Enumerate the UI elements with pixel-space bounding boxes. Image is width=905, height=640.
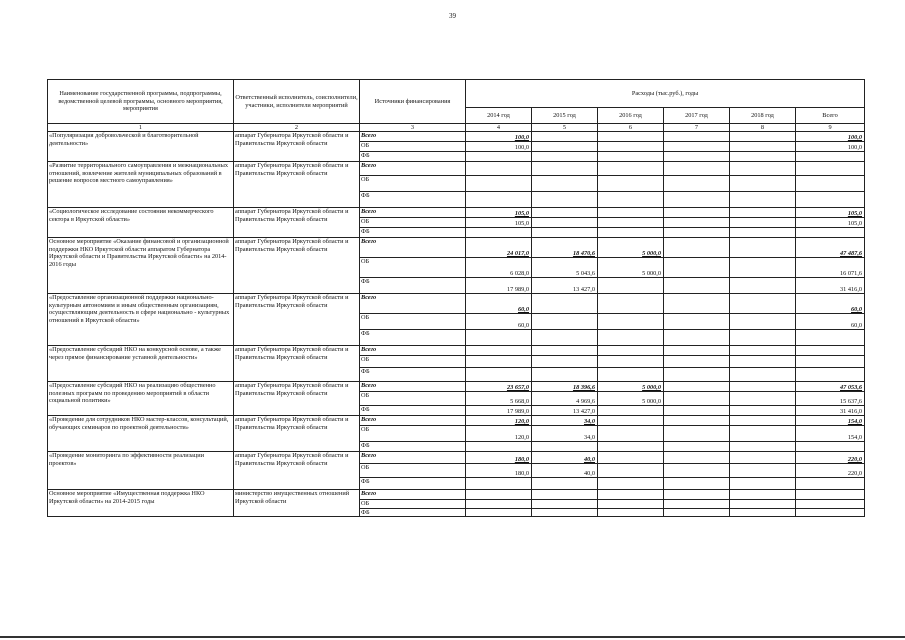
amount-cell <box>730 176 796 192</box>
amount-cell <box>598 464 664 478</box>
table-row <box>48 346 865 356</box>
amount-cell <box>796 508 865 516</box>
amount-cell: 5 000,0 <box>598 258 664 278</box>
amount-cell <box>598 330 664 346</box>
amount-cell <box>598 346 664 356</box>
header-program-name: Наименование государственной программы, подпрограммы, ведомственной целевой программы, основного мероприятия, мероприятия <box>48 80 234 124</box>
amount-cell <box>730 382 796 392</box>
amount-cell <box>730 258 796 278</box>
program-name-cell: «Развитие территориального самоуправления и межнациональных отношений, вовлечение жителей муниципальных образований в решение вопросов местного самоуправления» <box>48 162 234 208</box>
amount-cell <box>796 346 865 356</box>
amount-cell <box>796 162 865 176</box>
amount-cell <box>730 192 796 208</box>
column-number: 6 <box>598 124 664 132</box>
amount-cell <box>796 192 865 208</box>
executor-cell: аппарат Губернатора Иркутской области и Правительства Иркутской области <box>234 238 360 294</box>
header-sources: Источники финансирования <box>360 80 466 124</box>
executor-cell: аппарат Губернатора Иркутской области и Правительства Иркутской области <box>234 132 360 162</box>
amount-cell: 100,0 <box>796 142 865 152</box>
source-cell: Всего <box>360 490 466 500</box>
amount-cell <box>598 228 664 238</box>
table-row <box>48 238 865 258</box>
executor-cell: аппарат Губернатора Иркутской области и Правительства Иркутской области <box>234 382 360 416</box>
amount-cell: 47 053,6 <box>796 382 865 392</box>
header-executor: Ответственный исполнитель, соисполнители, участники, исполнители мероприятий <box>234 80 360 124</box>
amount-cell <box>664 330 730 346</box>
source-cell: ФБ <box>360 508 466 516</box>
source-cell: ФБ <box>360 478 466 490</box>
program-name-cell: «Проведение для сотрудников НКО мастер-классов, консультаций, обучающих семинаров по проектной деятельности» <box>48 416 234 452</box>
amount-cell <box>664 162 730 176</box>
amount-cell: 18 470,6 <box>532 238 598 258</box>
amount-cell <box>664 490 730 500</box>
amount-cell <box>466 152 532 162</box>
source-cell: Всего <box>360 238 466 258</box>
amount-cell <box>664 416 730 426</box>
amount-cell <box>466 442 532 452</box>
amount-cell <box>796 490 865 500</box>
source-cell: Всего <box>360 416 466 426</box>
amount-cell <box>598 452 664 464</box>
amount-cell <box>532 132 598 142</box>
amount-cell <box>598 142 664 152</box>
amount-cell: 5 000,0 <box>598 238 664 258</box>
amount-cell <box>598 192 664 208</box>
amount-cell <box>730 142 796 152</box>
amount-cell <box>730 500 796 508</box>
amount-cell <box>730 464 796 478</box>
amount-cell: 5 043,6 <box>532 258 598 278</box>
amount-cell <box>598 152 664 162</box>
amount-cell: 31 416,0 <box>796 406 865 416</box>
table-row <box>48 162 865 176</box>
amount-cell <box>730 162 796 176</box>
column-number: 4 <box>466 124 532 132</box>
amount-cell <box>598 508 664 516</box>
amount-cell <box>730 228 796 238</box>
source-cell: ОБ <box>360 142 466 152</box>
amount-cell <box>796 152 865 162</box>
amount-cell <box>664 500 730 508</box>
header-expenses: Расходы (тыс.руб.), годы <box>466 80 865 108</box>
column-number: 3 <box>360 124 466 132</box>
amount-cell: 34,0 <box>532 426 598 442</box>
table-row <box>48 490 865 500</box>
amount-cell: 105,0 <box>466 218 532 228</box>
amount-cell: 220,0 <box>796 452 865 464</box>
amount-cell: 4 969,6 <box>532 392 598 406</box>
amount-cell <box>664 478 730 490</box>
amount-cell <box>664 368 730 382</box>
column-numbers-row <box>48 124 865 132</box>
amount-cell <box>466 508 532 516</box>
program-name-cell: Основное мероприятие «Оказание финансовой и организационной поддержки НКО Иркутской области аппаратом Губернатора Иркутской области и Правительства Иркутской области» на 2014-2016 годы <box>48 238 234 294</box>
amount-cell <box>664 294 730 314</box>
amount-cell: 60,0 <box>466 314 532 330</box>
financing-table <box>47 79 865 517</box>
amount-cell <box>664 238 730 258</box>
amount-cell <box>466 228 532 238</box>
amount-cell <box>730 392 796 406</box>
program-name-cell: «Предоставление субсидий НКО на конкурсной основе, а также через прямое финансирование уставной деятельности» <box>48 346 234 382</box>
amount-cell: 100,0 <box>796 132 865 142</box>
amount-cell <box>730 208 796 218</box>
amount-cell: 15 637,6 <box>796 392 865 406</box>
amount-cell <box>664 176 730 192</box>
amount-cell <box>664 218 730 228</box>
amount-cell <box>730 416 796 426</box>
amount-cell: 47 487,6 <box>796 238 865 258</box>
source-cell: ФБ <box>360 406 466 416</box>
header-year: 2018 год <box>730 108 796 124</box>
amount-cell: 24 017,0 <box>466 238 532 258</box>
amount-cell <box>730 294 796 314</box>
amount-cell <box>664 406 730 416</box>
amount-cell <box>466 192 532 208</box>
amount-cell <box>730 406 796 416</box>
amount-cell <box>598 162 664 176</box>
header-year: 2016 год <box>598 108 664 124</box>
amount-cell <box>598 176 664 192</box>
amount-cell <box>796 500 865 508</box>
source-cell: ФБ <box>360 442 466 452</box>
column-number: 8 <box>730 124 796 132</box>
amount-cell <box>598 294 664 314</box>
amount-cell <box>532 490 598 500</box>
column-number: 9 <box>796 124 865 132</box>
amount-cell <box>664 152 730 162</box>
amount-cell <box>796 330 865 346</box>
amount-cell: 18 396,6 <box>532 382 598 392</box>
amount-cell <box>466 500 532 508</box>
source-cell: ОБ <box>360 356 466 368</box>
amount-cell <box>664 346 730 356</box>
amount-cell <box>466 162 532 176</box>
column-number: 2 <box>234 124 360 132</box>
table-row <box>48 382 865 392</box>
executor-cell: аппарат Губернатора Иркутской области и Правительства Иркутской области <box>234 416 360 452</box>
source-cell: ФБ <box>360 330 466 346</box>
amount-cell <box>664 452 730 464</box>
amount-cell <box>664 382 730 392</box>
amount-cell <box>532 500 598 508</box>
executor-cell: аппарат Губернатора Иркутской области и Правительства Иркутской области <box>234 162 360 208</box>
amount-cell <box>466 176 532 192</box>
amount-cell: 105,0 <box>796 218 865 228</box>
amount-cell <box>532 294 598 314</box>
amount-cell: 17 989,0 <box>466 278 532 294</box>
amount-cell <box>730 356 796 368</box>
amount-cell <box>532 442 598 452</box>
amount-cell: 17 989,0 <box>466 406 532 416</box>
source-cell: Всего <box>360 382 466 392</box>
amount-cell <box>796 228 865 238</box>
amount-cell <box>466 356 532 368</box>
amount-cell <box>796 176 865 192</box>
amount-cell <box>796 368 865 382</box>
amount-cell <box>664 426 730 442</box>
table-row <box>48 294 865 314</box>
source-cell: ОБ <box>360 426 466 442</box>
amount-cell: 5 000,0 <box>598 382 664 392</box>
amount-cell <box>796 356 865 368</box>
amount-cell <box>598 218 664 228</box>
executor-cell: аппарат Губернатора Иркутской области и Правительства Иркутской области <box>234 294 360 346</box>
amount-cell <box>598 426 664 442</box>
amount-cell <box>598 314 664 330</box>
amount-cell <box>598 368 664 382</box>
source-cell: ОБ <box>360 258 466 278</box>
amount-cell: 60,0 <box>796 314 865 330</box>
amount-cell: 120,0 <box>466 426 532 442</box>
program-name-cell: «Предоставление организационной поддержки национально-культурным автономиям и иным общественным организациям, осуществляющим деятельность в сфере национально - культурных отношений в Иркутской области» <box>48 294 234 346</box>
source-cell: Всего <box>360 294 466 314</box>
amount-cell <box>664 442 730 452</box>
amount-cell <box>664 392 730 406</box>
amount-cell: 13 427,0 <box>532 278 598 294</box>
executor-cell: аппарат Губернатора Иркутской области и Правительства Иркутской области <box>234 208 360 238</box>
source-cell: ФБ <box>360 278 466 294</box>
amount-cell <box>598 132 664 142</box>
amount-cell <box>730 478 796 490</box>
source-cell: ОБ <box>360 464 466 478</box>
source-cell: ФБ <box>360 368 466 382</box>
table-row <box>48 452 865 464</box>
amount-cell <box>532 356 598 368</box>
table-row <box>48 132 865 142</box>
amount-cell <box>532 330 598 346</box>
source-cell: Всего <box>360 452 466 464</box>
amount-cell <box>664 132 730 142</box>
amount-cell <box>730 490 796 500</box>
amount-cell <box>598 278 664 294</box>
source-cell: ОБ <box>360 176 466 192</box>
table-row <box>48 208 865 218</box>
source-cell: ФБ <box>360 152 466 162</box>
amount-cell <box>664 192 730 208</box>
amount-cell <box>730 314 796 330</box>
amount-cell <box>466 490 532 500</box>
page-edge-line <box>0 636 905 638</box>
amount-cell: 100,0 <box>466 142 532 152</box>
amount-cell <box>664 208 730 218</box>
amount-cell <box>532 368 598 382</box>
amount-cell <box>466 346 532 356</box>
amount-cell <box>730 452 796 464</box>
amount-cell <box>466 368 532 382</box>
amount-cell: 40,0 <box>532 464 598 478</box>
amount-cell <box>532 478 598 490</box>
program-name-cell: «Предоставление субсидий НКО на реализацию общественно полезных программ по проведению мероприятий в области социальной политики» <box>48 382 234 416</box>
amount-cell <box>532 346 598 356</box>
amount-cell <box>664 356 730 368</box>
column-number: 5 <box>532 124 598 132</box>
source-cell: ФБ <box>360 228 466 238</box>
program-name-cell: «Популяризация добровольческой и благотворительной деятельности» <box>48 132 234 162</box>
source-cell: ОБ <box>360 392 466 406</box>
amount-cell: 34,0 <box>532 416 598 426</box>
amount-cell: 100,0 <box>466 132 532 142</box>
amount-cell <box>730 132 796 142</box>
amount-cell: 13 427,0 <box>532 406 598 416</box>
amount-cell: 6 028,0 <box>466 258 532 278</box>
table-row <box>48 416 865 426</box>
amount-cell <box>532 176 598 192</box>
amount-cell: 31 416,0 <box>796 278 865 294</box>
amount-cell <box>730 218 796 228</box>
amount-cell <box>730 152 796 162</box>
amount-cell: 105,0 <box>796 208 865 218</box>
program-name-cell: «Проведение мониторинга по эффективности реализации проектов» <box>48 452 234 490</box>
amount-cell <box>598 406 664 416</box>
page-number: 39 <box>449 12 456 20</box>
amount-cell <box>598 208 664 218</box>
amount-cell <box>664 142 730 152</box>
executor-cell: аппарат Губернатора Иркутской области и Правительства Иркутской области <box>234 346 360 382</box>
amount-cell <box>664 258 730 278</box>
table-body <box>48 132 865 517</box>
amount-cell <box>532 218 598 228</box>
amount-cell <box>730 508 796 516</box>
header-year: Всего <box>796 108 865 124</box>
amount-cell: 23 657,0 <box>466 382 532 392</box>
program-name-cell: Основное мероприятие «Имущественная поддержка НКО Иркутской области» на 2014-2015 годы <box>48 490 234 517</box>
column-number: 7 <box>664 124 730 132</box>
amount-cell <box>532 142 598 152</box>
amount-cell <box>664 278 730 294</box>
amount-cell: 180,0 <box>466 452 532 464</box>
amount-cell <box>730 426 796 442</box>
amount-cell <box>532 162 598 176</box>
amount-cell <box>598 478 664 490</box>
amount-cell: 154,0 <box>796 416 865 426</box>
source-cell: ОБ <box>360 314 466 330</box>
amount-cell: 220,0 <box>796 464 865 478</box>
source-cell: ОБ <box>360 218 466 228</box>
source-cell: Всего <box>360 208 466 218</box>
amount-cell <box>796 442 865 452</box>
header-year: 2017 год <box>664 108 730 124</box>
amount-cell <box>532 152 598 162</box>
amount-cell <box>532 314 598 330</box>
header-year: 2015 год <box>532 108 598 124</box>
amount-cell <box>598 500 664 508</box>
executor-cell: аппарат Губернатора Иркутской области и Правительства Иркутской области <box>234 452 360 490</box>
amount-cell: 180,0 <box>466 464 532 478</box>
amount-cell <box>730 278 796 294</box>
source-cell: ФБ <box>360 192 466 208</box>
amount-cell <box>664 228 730 238</box>
amount-cell <box>598 356 664 368</box>
amount-cell <box>730 368 796 382</box>
amount-cell: 60,0 <box>466 294 532 314</box>
source-cell: Всего <box>360 162 466 176</box>
amount-cell <box>532 208 598 218</box>
program-name-cell: «Социологическое исследование состояния некоммерческого сектора в Иркутской области» <box>48 208 234 238</box>
amount-cell <box>664 314 730 330</box>
amount-cell <box>796 478 865 490</box>
amount-cell: 5 000,0 <box>598 392 664 406</box>
amount-cell: 40,0 <box>532 452 598 464</box>
amount-cell <box>532 228 598 238</box>
amount-cell <box>730 330 796 346</box>
amount-cell <box>730 346 796 356</box>
amount-cell <box>664 464 730 478</box>
executor-cell: министерство имущественных отношений Иркутской области <box>234 490 360 517</box>
amount-cell <box>598 416 664 426</box>
amount-cell <box>466 478 532 490</box>
amount-cell <box>730 238 796 258</box>
header-year: 2014 год <box>466 108 532 124</box>
amount-cell: 16 071,6 <box>796 258 865 278</box>
source-cell: ОБ <box>360 500 466 508</box>
amount-cell: 5 668,0 <box>466 392 532 406</box>
amount-cell: 60,0 <box>796 294 865 314</box>
amount-cell: 120,0 <box>466 416 532 426</box>
amount-cell <box>730 442 796 452</box>
amount-cell <box>532 192 598 208</box>
column-number: 1 <box>48 124 234 132</box>
amount-cell: 105,0 <box>466 208 532 218</box>
amount-cell <box>664 508 730 516</box>
source-cell: Всего <box>360 346 466 356</box>
amount-cell <box>598 490 664 500</box>
amount-cell <box>466 330 532 346</box>
amount-cell <box>532 508 598 516</box>
source-cell: Всего <box>360 132 466 142</box>
amount-cell: 154,0 <box>796 426 865 442</box>
amount-cell <box>598 442 664 452</box>
